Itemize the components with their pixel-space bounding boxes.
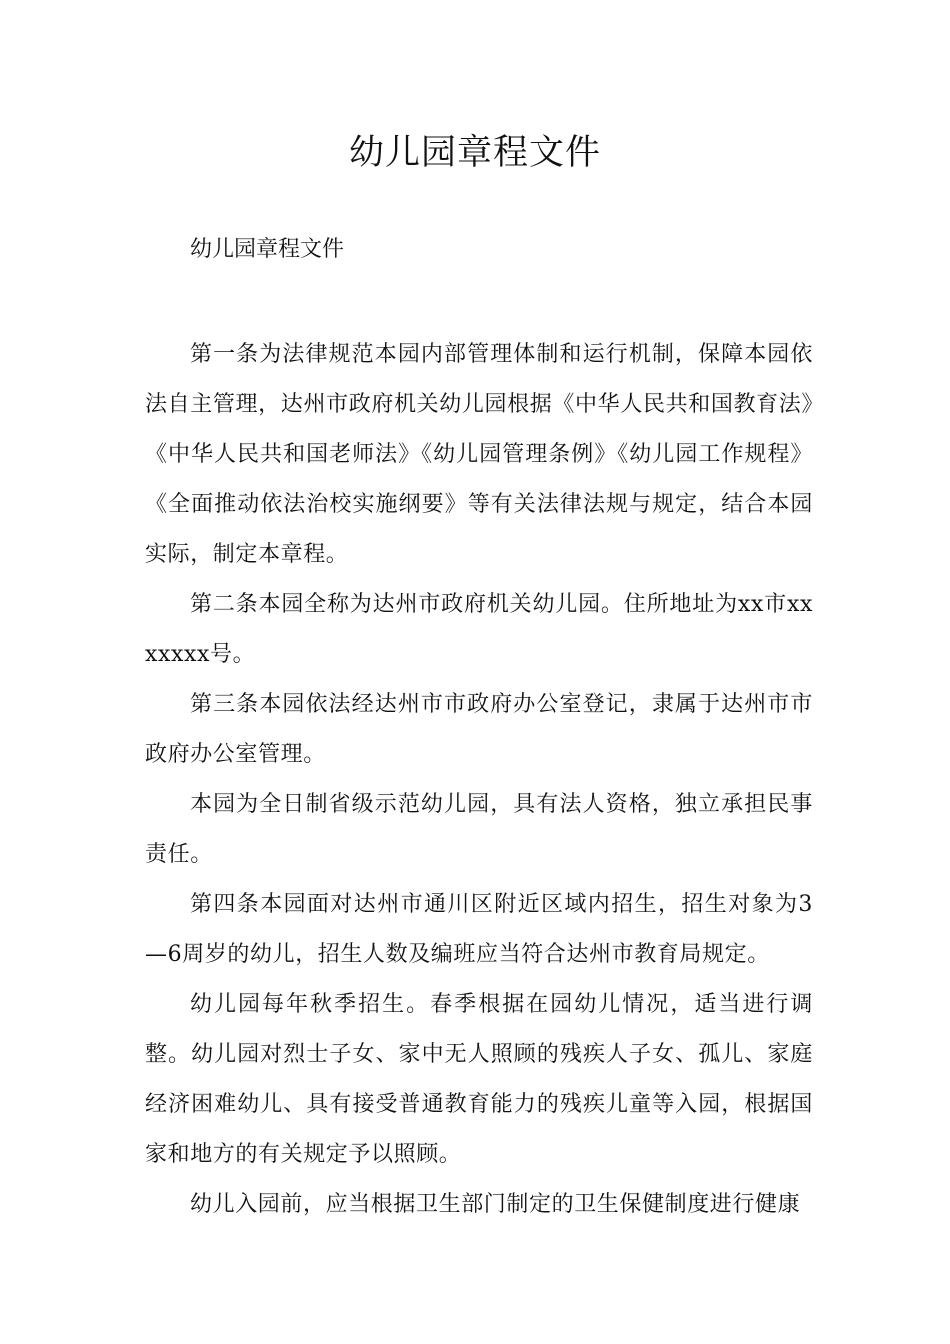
paragraph-health-check: 幼儿入园前，应当根据卫生部门制定的卫生保健制度进行健康 bbox=[190, 1192, 801, 1217]
document-title: 幼儿园章程文件 bbox=[348, 133, 601, 173]
paragraph-article-3: 第三条本园依法经达州市市政府办公室登记，隶属于达州市市政府办公室管理。 bbox=[145, 692, 813, 767]
paragraph-legal-status: 本园为全日制省级示范幼儿园，具有法人资格，独立承担民事责任。 bbox=[145, 792, 813, 867]
paragraph-article-1: 第一条为法律规范本园内部管理体制和运行机制，保障本园依法自主管理，达州市政府机关幼儿园根据《中华人民共和国教育法》《中华人民共和国老师法》《幼儿园管理条例》《幼儿园工作规程》《全面推动依法治校实施纲要》等有关法律法规与规定，结合本园实际，制定本章程。 bbox=[145, 342, 813, 567]
document-subtitle: 幼儿园章程文件 bbox=[190, 237, 345, 262]
paragraph-article-2: 第二条本园全称为达州市政府机关幼儿园。住所地址为xx市xxxxxxx号。 bbox=[145, 592, 813, 667]
paragraph-article-4: 第四条本园面对达州市通川区附近区域内招生，招生对象为3—6周岁的幼儿，招生人数及编班应当符合达州市教育局规定。 bbox=[145, 892, 813, 967]
paragraph-enrollment: 幼儿园每年秋季招生。春季根据在园幼儿情况，适当进行调整。幼儿园对烈士子女、家中无人照顾的残疾人子女、孤儿、家庭经济困难幼儿、具有接受普通教育能力的残疾儿童等入园，根据国家和地方的有关规定予以照顾。 bbox=[145, 992, 813, 1167]
document-body bbox=[145, 330, 813, 1230]
